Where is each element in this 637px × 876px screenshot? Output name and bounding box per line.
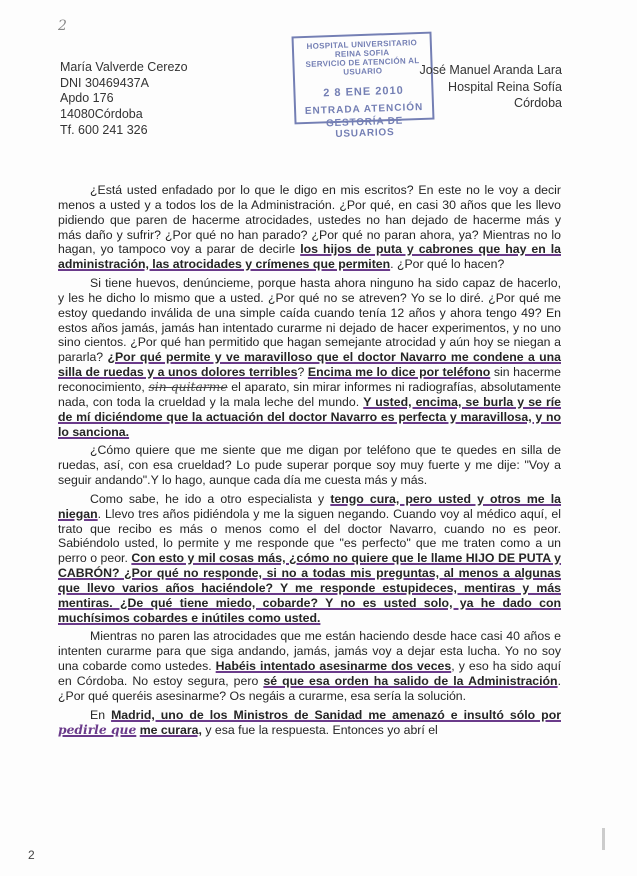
underlined-text: tengo cura, pero usted y otros me la niegan <box>58 491 562 521</box>
text: Si tiene huevos, denúncieme, porque hasta ahora ninguno ha sido capaz de hacerlo, y les he dicho lo mismo que a usted. ¿Por qué no se atreven? Yo se lo diré. ¿Por qué me estoy quedando inválida de una simple caída cuando tenía 12 años y ahora tengo 49? En estos años jamás, jamás han intentado curarme ni dejado de hacer experimentos, y no uno sino cientos. ¿Por qué han permitido que hagan semejante atrocidad y aún hoy se niegan a pararla? <box>58 276 561 365</box>
paragraph-1 <box>58 183 561 272</box>
underlined-text: los hijos de puta y cabrones que hay en la administración, las atrocidades y crímenes que permiten <box>58 242 561 272</box>
paragraph-3 <box>58 443 561 488</box>
letter-body <box>58 183 561 741</box>
text: el aparato, sin mirar informes ni radiografías, absolutamente nada, con toda la crueldad y la mala leche del mundo. <box>58 379 561 409</box>
text: ¿Está usted enfadado por lo que le digo en mis escritos? En este no le voy a decir menos a usted y a todos los de la Administración. ¿Por qué, en casi 30 años que les llevo pidiendo que paren de hacerme atrocidades, ustedes no han dejado de hacerme más y más daño y sufrir? ¿Por qué no han parado? ¿Por qué no paran ahora, ya? Mientras no lo hagan, yo tampoco voy a parar de decirle <box>58 183 561 257</box>
sender-block <box>60 60 188 139</box>
sender-phone: Tf. 600 241 326 <box>60 122 148 137</box>
paragraph-2 <box>58 276 561 439</box>
text: ? <box>297 365 308 380</box>
underlined-text: Habéis intentado asesinarme dos veces <box>215 659 452 674</box>
struck-handwriting: sin quitarme <box>148 379 228 394</box>
paragraph-4 <box>58 492 561 626</box>
text: Como sabe, he ido a otro especialista y <box>90 491 331 506</box>
scan-artifact <box>602 828 605 850</box>
stamp-date: 2 8 ENE 2010 <box>323 84 404 100</box>
underlined-text: sé que esa orden ha salido de la Administración <box>263 674 558 688</box>
text: ¿Cómo quiere que me siente que me digan por teléfono que te quedes en silla de ruedas, así, con esa crueldad? Lo pude superar porque soy muy fuerte y me dije: "Voy a seguir andando".Y lo hago, aunque cada día me cuesta más y más. <box>58 443 561 488</box>
underlined-text: me curara, <box>139 722 202 737</box>
text: y esa fue la respuesta. Entonces yo abrí el <box>201 722 438 737</box>
sender-apdo: Apdo 176 <box>60 91 114 106</box>
underlined-text: Encima me lo dice por teléfono <box>307 365 491 380</box>
sender-city: 14080Córdoba <box>60 107 143 122</box>
sender-dni: DNI 30469437A <box>60 75 149 90</box>
reception-stamp <box>292 32 435 140</box>
underlined-text: Madrid, uno de los Ministros de Sanidad me amenazó e insultó sólo por <box>111 707 561 722</box>
text: En <box>90 707 112 722</box>
recipient-name: José Manuel Aranda Lara <box>419 63 562 77</box>
underlined-text: Con esto y mil cosas más, ¿cómo no quiere que le llame HIJO DE PUTA y CABRÓN? ¿Por qué no responde, si no a todas mis preguntas, al menos a algunas que llevo varios años haciéndole? Y me responde estupideces, mentiras y más mentiras. ¿De qué tiene miedo, cobarde? Y no es usted solo, ya he dado con muchísimos cobardes e inútiles como usted. <box>58 551 561 625</box>
underlined-text: ¿Por qué permite y ve maravilloso que el doctor Navarro me condene a una silla de ruedas y a unos dolores terribles <box>58 350 561 380</box>
recipient-hospital: Hospital Reina Sofía <box>448 79 562 94</box>
text: Mientras no paren las atrocidades que me están haciendo desde hace casi 40 años e intenten curarme para que siga andando, jamás, jamás voy a dejar esta lucha. Yo no soy una cobarde como ustedes. <box>58 629 561 674</box>
text: , y eso ha sido aquí en Córdoba. No estoy segura, pero <box>58 659 561 688</box>
handwritten-insertion: pedirle que <box>58 721 137 737</box>
stamp-line-2: SERVICIO DE ATENCIÓN AL USUARIO <box>305 56 420 77</box>
text: . ¿Por qué queréis asesinarme? Os negáis a curarme, esa sería la solución. <box>58 674 561 703</box>
text: . Llevo tres años pidiéndola y me la siguen negando. Cuando voy al médico aquí, el trato que recibo es más o menos como el del doctor Navarro, cuando no es peor. Sabiéndolo usted, lo permite y me responde que "es perfecto" que me traten como a un perro o peor. <box>58 506 561 566</box>
paragraph-6 <box>58 708 561 738</box>
stamp-line-3: ENTRADA ATENCIÓN <box>304 101 424 118</box>
stamp-line-1: HOSPITAL UNIVERSITARIO REINA SOFIA <box>306 38 418 59</box>
paragraph-5 <box>58 629 561 703</box>
page-number: 2 <box>28 848 35 862</box>
text: sin hacerme reconocimiento, <box>58 365 561 394</box>
handwritten-page-mark: 2 <box>58 18 67 34</box>
recipient-block <box>420 62 562 112</box>
underlined-text: Y usted, encima, se burla y se ríe de mí diciéndome que la actuación del doctor Navarro es perfecta y maravillosa, y no lo sanciona. <box>58 394 561 439</box>
text: . ¿Por qué lo hacen? <box>390 257 505 272</box>
sender-name: María Valverde Cerezo <box>60 60 188 74</box>
recipient-city: Córdoba <box>514 96 562 110</box>
stamp-line-4: GESTORÍA DE USUARIOS <box>325 115 404 140</box>
